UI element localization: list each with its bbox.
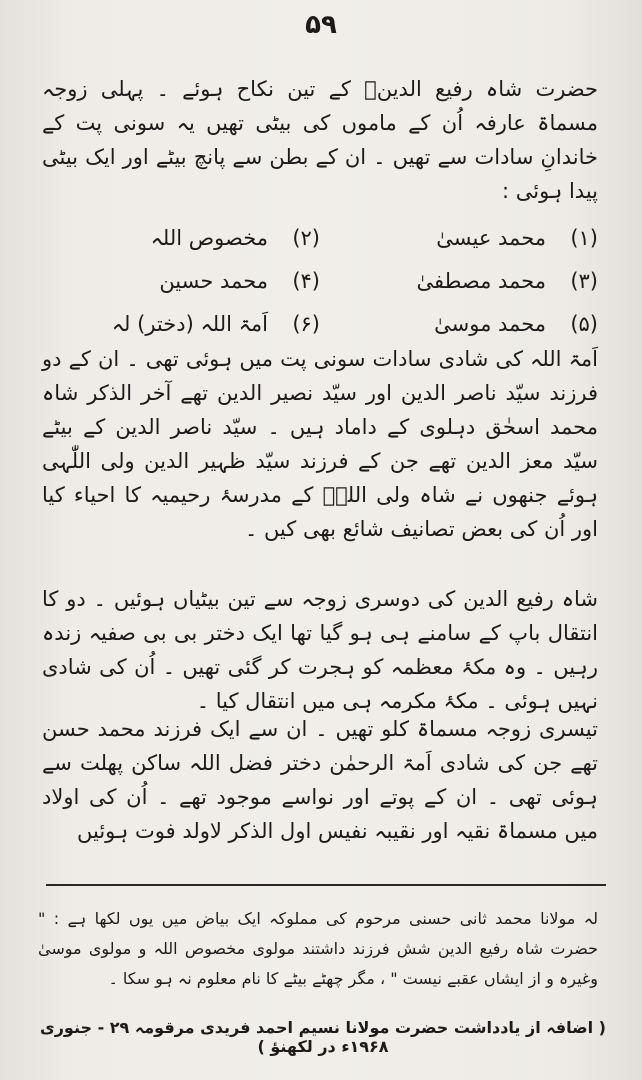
page-number: ۵۹ [305,10,337,40]
child-name: محمد مصطفیٰ [416,268,546,293]
paragraph-second-wife: شاہ رفیع الدین کی دوسری زوجہ سے تین بیٹیاں ہوئیں ۔ دو کا انتقال باپ کے سامنے ہی ہو گیا تھا ایک دختر بی بی صفیہ زندہ رہیں ۔ وہ مکۂ معظمہ کو ہجرت کر گئی تھیں ۔ اُن کی شادی نہیں ہوئی ۔ مکۂ مکرمہ ہی میں انتقال کیا ۔ [42,587,598,713]
paragraph-third-wife: تیسری زوجہ مسماۃ کلو تھیں ۔ ان سے ایک فرزند محمد حسن تھے جن کی شادی اَمۃ الرحمٰن دختر فضل اللہ ساکن پھلت سے ہوئی تھی ۔ ان کے پوتے اور نواسے موجود تھے ۔ اُن کی اولاد میں مسماۃ نقیہ اور نقیبہ نفیس اول الذکر لاولد فوت ہوئیں [42,717,598,843]
footnote: لہ مولانا محمد ثانی حسنی مرحوم کی مملوکہ ایک بیاض میں یوں لکھا ہے : " حضرت شاہ رفیع الدین شش فرزند داشتند مولوی مخصوص اللہ و مولوی موسیٰ وغیرہ و از ایشاں عقبے نیست " ، مگر چھٹے بیٹے کا نام معلوم نہ ہو سکا ۔ [38,909,598,988]
child-item [42,312,320,336]
children-list [42,216,598,345]
child-number: (۲) [292,225,320,250]
child-number: (۶) [292,311,320,336]
footnote-divider [46,884,606,886]
child-number: (۳) [570,268,598,293]
child-item [320,312,598,336]
child-number: (۵) [570,311,598,336]
addendum-note: ( اضافہ از یادداشت حضرت مولانا نسیم احمد فریدی مرقومہ ۲۹ - جنوری ۱۹۶۸ء در لکھنؤ ) [40,1018,606,1056]
children-row [42,216,598,259]
children-row [42,259,598,302]
child-name: محمد عیسیٰ [436,225,546,250]
paragraph-amatullah: اَمۃ اللہ کی شادی سادات سونی پت میں ہوئی تھی ۔ ان کے دو فرزند سیّد ناصر الدین اور سیّد نصیر الدین تھے آخر الذکر شاہ محمد اسحٰق دہلوی کے داماد ہیں ۔ سیّد ناصر الدین کے بیٹے سیّد معز الدین تھے جن کے فرزند سیّد ظہیر الدین ولی اللّٰہی ہوئے جنھوں نے شاہ ولی اللہؒ کے مدرسۂ رحیمیہ کا احیاء کیا اور اُن کی بعض تصانیف شائع بھی کیں ۔ [42,347,598,541]
paragraph-marriages: حضرت شاہ رفیع الدینؒ کے تین نکاح ہوئے ۔ پہلی زوجہ مسماۃ عارفہ اُن کے ماموں کی بیٹی تھیں یہ سونی پت کے خاندانِ سادات سے تھیں ۔ ان کے بطن سے پانچ بیٹے اور ایک بیٹی پیدا ہوئی : [42,77,598,203]
child-number: (۴) [292,268,320,293]
child-item [320,269,598,293]
child-name: اَمۃ اللہ (دختر) لہ [111,311,268,336]
children-row [42,302,598,345]
child-name: محمد موسیٰ [434,311,546,336]
child-item [42,226,320,250]
child-name: محمد حسین [159,268,268,293]
child-item [320,226,598,250]
child-name: مخصوص اللہ [150,225,268,250]
child-number: (۱) [570,225,598,250]
child-item [42,269,320,293]
